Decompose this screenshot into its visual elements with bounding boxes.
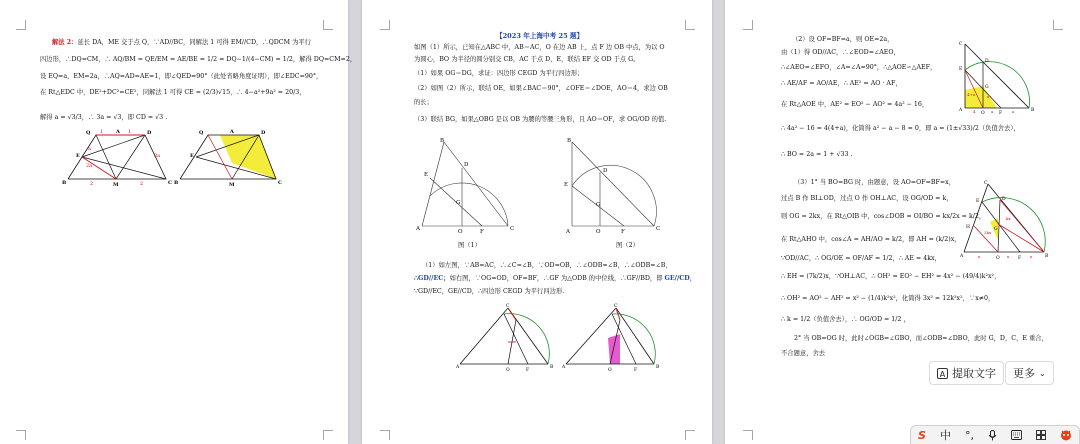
fig-label: A: [416, 226, 420, 232]
fig-label: 2: [140, 181, 144, 187]
answer-line: ∴GD//EC；如右图，∵OG=OD，OF=BF，∴GF 为△ODB 的中位线，∴GF//BD，即 GE//CD，: [414, 275, 697, 282]
solution-line: 设 EQ=a，EM=2a，∴AQ=AD=AE=1，即∠QED=90°（此处省略角度证明），即∠EDC=90°，: [40, 73, 323, 80]
solution-line: ∴ EH = (7k/2)x，∵OH⊥AC，∴ OH² = EO² − EH² = 4x² − (49/4)k²x²，: [781, 273, 1001, 280]
figure-caption-1: 图（1）: [458, 242, 481, 249]
fig-label: G: [994, 227, 998, 232]
fig-label: E: [959, 67, 963, 72]
fig-label: D: [985, 59, 989, 64]
fig-label: kx: [1006, 216, 1011, 221]
sogou-logo-icon[interactable]: S: [918, 428, 926, 442]
fig-label: O: [458, 229, 463, 235]
trapezoid-figure-left: [58, 125, 178, 187]
crop-mark: [380, 20, 390, 30]
solution-line: 则 OG = 2kx，在 Rt△OIB 中，cos∠DOB = OI/BO = kx/2x = k/2，: [781, 213, 986, 220]
ime-mode-toggle[interactable]: 中: [939, 429, 951, 442]
fig-label: A: [960, 254, 964, 259]
fig-label: B: [174, 180, 179, 186]
fig-label: A: [562, 365, 566, 370]
fig-label: C: [510, 226, 515, 232]
solution-line: ∴ 4a² − 16 = 4(4+a)，化简得 a² − a − 8 = 0，即 a = (1±√33)/2（负值舍去），: [781, 125, 1020, 132]
chevron-down-icon: ⌄: [1039, 368, 1046, 378]
answer-line: （1）如左图，∵AB=AC，∴∠C=∠B，∵OD=OB，∴∠ODB=∠B，∴∠ODB=∠B，: [422, 262, 672, 269]
fig-label: F: [1018, 256, 1022, 261]
fig-label: x: [1007, 254, 1010, 259]
microphone-icon[interactable]: [988, 430, 997, 441]
extract-text-label: 提取文字: [952, 367, 996, 380]
fig-label: A: [456, 365, 460, 370]
ime-toolbar: [910, 425, 1080, 444]
fig-label: B: [1031, 108, 1035, 113]
solution-line: 2° 当 OB=OG 时，此时∠OGB=∠GBO，而∠ODB=∠DBO，此时 G，D，C，E 重合，: [794, 335, 1048, 342]
fig-label: 4+a: [967, 92, 976, 97]
crop-mark: [743, 20, 753, 30]
problem-line: 的长；: [414, 99, 433, 106]
solution-line: ∴∠AEO=∠EFO，∠A=∠A=90°，∴△AOE∽△AEF，: [781, 64, 937, 71]
problem-line: （3）联结 BG，如果△OBG 是以 OB 为腰的等腰三角形，且 AO＝OF，求 OG/OD 的值.: [414, 116, 667, 123]
mascot-icon[interactable]: [1060, 429, 1072, 441]
solution-line: 在 Rt△AOE 中，AE² = EO² − AO² = 4a² − 16，: [781, 101, 929, 108]
fig-label: A: [566, 229, 570, 235]
fig-label: 2kx: [984, 230, 992, 235]
crop-mark: [743, 430, 753, 440]
fig-label: D: [464, 162, 469, 168]
solution-line: ∵OD//AC，∴ OG/OE = OF/AF = 1/2，∴ AE = 4kx，: [781, 255, 941, 262]
document-page-2: [362, 0, 712, 444]
fig-label: 1: [128, 129, 132, 135]
extract-text-button[interactable]: [929, 361, 1004, 385]
fig-label: O: [996, 256, 1000, 261]
fig-label: C: [278, 180, 282, 186]
fig-label: E: [564, 182, 569, 188]
fig-label: C: [168, 180, 172, 186]
problem-line: （2）如图（2）所示，联结 OE，如果∠BAC＝90°，∠OFE＝∠DOE，AO＝4，求边 OB: [414, 85, 668, 92]
fig-label: 3a: [154, 153, 161, 159]
fig-label: G: [456, 200, 461, 206]
fig-label: A: [230, 129, 234, 135]
fig-label: M: [113, 182, 119, 188]
fig-label: 4: [973, 109, 976, 114]
solution-line: 解得 a = √3/3，∴ 3a = √3，即 CD = √3 .: [40, 114, 168, 121]
problem-figure-1: [414, 134, 534, 234]
solution-line: 四边形，∴DQ=CM，∴ AQ/BM = QE/EM = AE/BE = 1/2 = DQ−1/(4−CM) = 1/2，解得 DQ=CM=2，: [40, 56, 357, 63]
answer-line: ∵GD//EC，GE//CD，∴四边形 CEGD 为平行四边形.: [414, 288, 565, 295]
punctuation-toggle[interactable]: °,: [964, 428, 974, 442]
ocr-icon: A: [937, 368, 948, 379]
solution-figure-bottom: [960, 180, 1050, 260]
fig-label: a: [1012, 109, 1015, 114]
fig-label: F: [621, 229, 625, 235]
fig-label: D: [603, 168, 608, 174]
solution-line: ∴ k = 1/2（负值舍去），∴ OG/OD = 1/2 ，: [781, 316, 910, 323]
solution-line: 在 Rt△AHO 中，cos∠A = AH/AO = k/2，即 AH = (k/2)x，: [781, 236, 961, 243]
fig-label: G: [596, 202, 601, 208]
fig-label: H: [966, 225, 970, 230]
fig-label: E: [190, 153, 194, 159]
fig-label: a: [991, 109, 994, 114]
fig-label: C: [959, 42, 963, 47]
solution-line: ∴ BO = 2a = 1 + √33 .: [781, 151, 853, 158]
document-page-1: [0, 0, 357, 444]
fig-label: G: [985, 85, 989, 90]
answer-figure-left: [456, 302, 556, 372]
fig-label: F: [480, 229, 484, 235]
solution-line: 过点 B 作 BI⊥OD，过点 O 作 OH⊥AC，设 OG/OD = k，: [781, 195, 953, 202]
solution-line: 由（1）得 OD//AC，∴∠EOD=∠AEO，: [781, 49, 900, 56]
trapezoid-figure-right: [172, 125, 287, 187]
fig-label: O: [608, 368, 612, 373]
fig-label: A: [116, 129, 120, 135]
fig-label: F: [634, 368, 638, 373]
crop-mark: [323, 430, 333, 440]
fig-label: x: [978, 254, 981, 259]
solution-line: ∴ AE/AF = AO/AE，∴ AE² = AO · AF，: [781, 80, 902, 87]
fig-label: C: [656, 226, 661, 232]
figure-caption-2: 图（2）: [616, 242, 639, 249]
fig-label: a: [987, 94, 990, 99]
fig-label: B: [567, 138, 572, 144]
solution-line: ∴ OH² = AO² − AH² = x² − (1/4)k²x²，化简得 3x² = 12k²x²，∵x≠0，: [781, 295, 995, 302]
fig-label: B: [62, 180, 67, 186]
more-label: 更多: [1013, 367, 1035, 380]
fig-label: A: [959, 108, 963, 113]
fig-label: 2: [90, 181, 94, 187]
fig-label: C: [506, 304, 510, 309]
fig-label: D: [1002, 197, 1006, 202]
crop-mark: [16, 430, 26, 440]
answer-figure-right: [562, 302, 662, 372]
crop-mark: [685, 20, 695, 30]
fig-label: F: [526, 368, 530, 373]
keyboard-icon[interactable]: [1011, 430, 1022, 440]
solution-line: 不合题意，舍去: [781, 350, 826, 357]
fig-label: Q: [86, 130, 91, 136]
more-button[interactable]: [1005, 361, 1054, 385]
fig-label: B: [1045, 254, 1049, 259]
fig-label: F: [999, 111, 1003, 116]
fig-label: B: [656, 365, 660, 370]
solution-line: 在 Rt△EDC 中，DE²+DC²=CE²，同解法 1 可得 CE = (2/3)√15，∴ 4−a²+9a² = 20/3，: [40, 89, 306, 96]
fig-label: 1: [100, 129, 104, 135]
fig-label: C: [614, 304, 618, 309]
fig-label: B: [550, 365, 554, 370]
fig-label: E: [976, 199, 980, 204]
fig-label: a: [88, 146, 91, 152]
crop-mark: [685, 430, 695, 440]
fig-label: Q: [199, 130, 204, 136]
crop-mark: [380, 430, 390, 440]
crop-mark: [323, 20, 333, 30]
crop-mark: [1053, 20, 1063, 30]
problem-line: （1）如果 OG＝DG，求证：四边形 CEGD 为平行四边形；: [414, 70, 584, 77]
problem-figure-2: [558, 134, 668, 234]
fig-label: D: [147, 130, 152, 136]
problem-line: 为圆心，BO 为半径的圆分别交 CB，AC 于点 D，E，联结 EF 交 OD 于点 G。: [414, 56, 640, 63]
solution-line: 解法 2：延长 DA，ME 交于点 Q，∵AD//BC，同解法 1 可得 EM//CD，∴QDCM 为平行: [52, 39, 311, 46]
solution-line: （2）设 OF=BF=a，则 OE=2a，: [792, 36, 894, 43]
problem-line: 如图（1）所示，已知在△ABC 中，AB＝AC，O 在边 AB 上，点 F 边 OB 中点，为以 O: [414, 44, 665, 51]
crop-mark: [16, 20, 26, 30]
fig-label: O: [506, 368, 510, 373]
fig-label: O: [981, 111, 985, 116]
fig-label: B: [440, 138, 445, 144]
toolbox-grid-icon[interactable]: [1036, 430, 1046, 440]
fig-label: D: [261, 130, 266, 136]
solution-figure-top: [957, 40, 1037, 116]
fig-label: C: [984, 181, 988, 186]
fig-label: E: [76, 153, 80, 159]
problem-title: 【2023 年上海中考 25 题】: [496, 32, 584, 40]
fig-label: 2a: [86, 163, 93, 169]
fig-label: E: [424, 172, 429, 178]
fig-label: x: [1030, 254, 1033, 259]
fig-label: M: [229, 182, 235, 188]
fig-label: O: [596, 229, 601, 235]
solution-line: （3）1° 当 BO=BG 时，由题意，设 AO=OF=BF=x，: [794, 179, 956, 186]
